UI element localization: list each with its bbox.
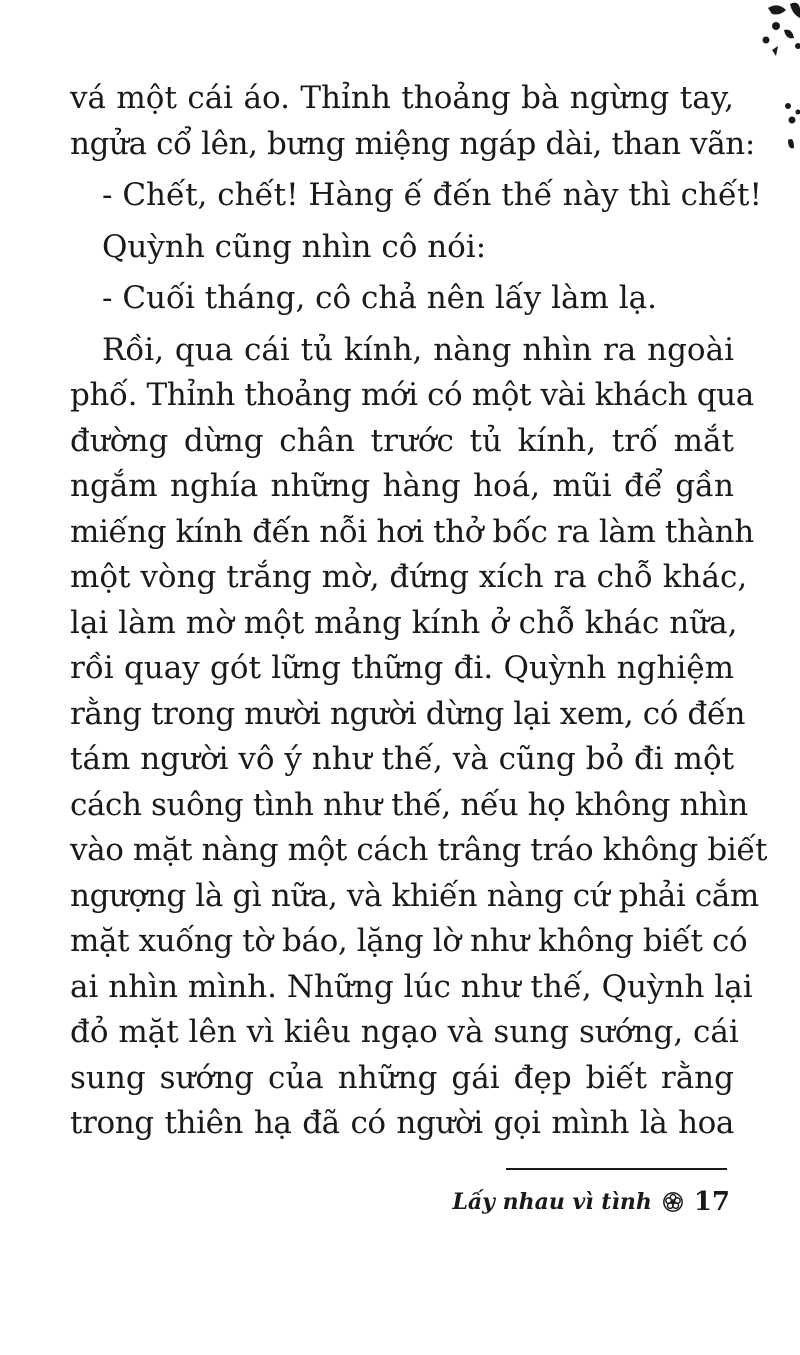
text-line: tám người vô ý như thế, và cũng bỏ đi một xyxy=(70,741,735,777)
text-line: đường dừng chân trước tủ kính, trố mắt xyxy=(70,422,734,459)
page-number: 17 xyxy=(693,1187,730,1217)
text-line: mặt xuống tờ báo, lặng lờ như không biết có xyxy=(70,923,748,959)
text-line: lại làm mờ một mảng kính ở chỗ khác nữa, xyxy=(70,604,738,641)
body-text xyxy=(70,76,768,1147)
text-line: - Chết, chết! Hàng ế đến thế này thì chết! xyxy=(102,177,762,213)
flower-icon xyxy=(662,1191,684,1213)
footer-divider xyxy=(506,1168,727,1170)
text-line: Rồi, qua cái tủ kính, nàng nhìn ra ngoài xyxy=(102,331,734,368)
text-line: ngắm nghía những hàng hoá, mũi để gần xyxy=(70,468,734,504)
text-line: phố. Thỉnh thoảng mới có một vài khách qua xyxy=(70,377,754,413)
text-line: ngượng là gì nữa, và khiến nàng cứ phải cắm xyxy=(70,877,759,914)
text-line: Quỳnh cũng nhìn cô nói: xyxy=(102,228,487,265)
text-line: một vòng trắng mờ, đứng xích ra chỗ khác, xyxy=(70,559,748,595)
text-line: sung sướng của những gái đẹp biết rằng xyxy=(70,1059,734,1096)
page-footer xyxy=(440,1182,730,1222)
text-line: rồi quay gót lững thững đi. Quỳnh nghiệm xyxy=(70,650,734,686)
text-line: - Cuối tháng, cô chả nên lấy làm lạ. xyxy=(102,280,658,316)
text-line: vào mặt nàng một cách trâng tráo không biết xyxy=(70,832,768,868)
text-line: vá một cái áo. Thỉnh thoảng bà ngừng tay, xyxy=(70,80,734,116)
text-line: trong thiên hạ đã có người gọi mình là hoa xyxy=(70,1105,734,1141)
running-title: Lấy nhau vì tình xyxy=(452,1189,652,1215)
text-line: ngửa cổ lên, bưng miệng ngáp dài, than vãn: xyxy=(70,125,755,162)
text-line: cách suông tình như thế, nếu họ không nhìn xyxy=(70,786,748,823)
text-line: rằng trong mười người dừng lại xem, có đến xyxy=(70,695,746,732)
text-line: đỏ mặt lên vì kiêu ngạo và sung sướng, cái xyxy=(70,1014,739,1050)
text-line: miếng kính đến nỗi hơi thở bốc ra làm thành xyxy=(70,513,754,550)
text-line: ai nhìn mình. Những lúc như thế, Quỳnh lại xyxy=(70,968,753,1005)
